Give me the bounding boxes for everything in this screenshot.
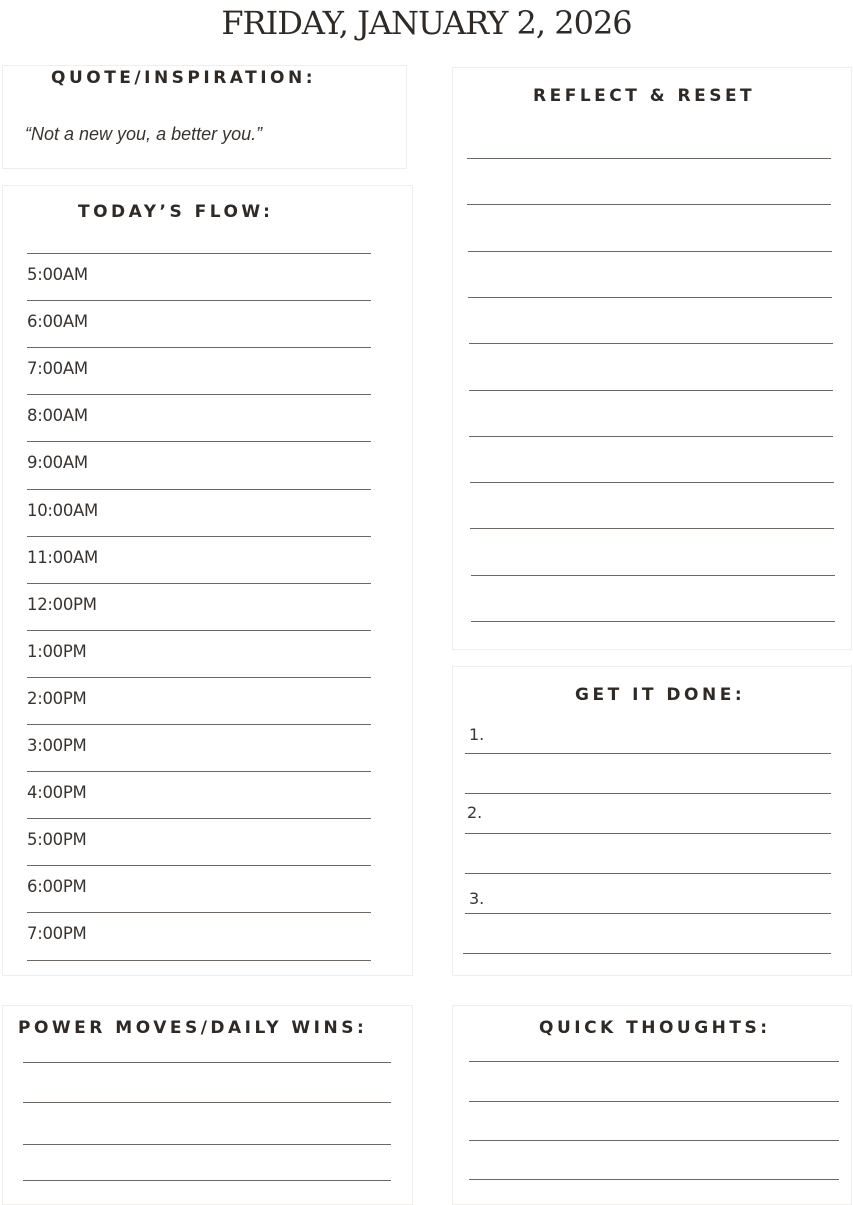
task-line[interactable] <box>465 873 831 874</box>
reflect-line[interactable] <box>469 436 833 437</box>
reflect-heading: REFLECT & RESET <box>533 86 756 106</box>
todays-flow-heading: TODAY’S FLOW: <box>78 202 274 222</box>
thoughts-line[interactable] <box>469 1101 839 1102</box>
quote-heading: QUOTE/INSPIRATION: <box>51 68 317 88</box>
time-slot-label: 7:00AM <box>27 359 88 379</box>
flow-line[interactable] <box>27 583 371 584</box>
todays-flow-card <box>2 185 413 976</box>
flow-line[interactable] <box>27 960 371 961</box>
time-slot-label: 12:00PM <box>27 594 97 614</box>
flow-line[interactable] <box>27 912 371 913</box>
time-slot-label: 3:00PM <box>27 736 87 755</box>
quote-card <box>2 65 407 169</box>
flow-line[interactable] <box>27 724 371 725</box>
task-line[interactable] <box>465 833 831 834</box>
flow-line[interactable] <box>27 300 371 301</box>
time-slot-label: 9:00AM <box>27 453 88 473</box>
flow-line[interactable] <box>27 536 371 537</box>
task-number: 1. <box>469 725 485 744</box>
reflect-card <box>452 67 852 650</box>
reflect-line[interactable] <box>471 575 835 576</box>
time-slot-label: 7:00PM <box>27 924 87 944</box>
flow-line[interactable] <box>27 630 371 631</box>
flow-line[interactable] <box>27 489 371 490</box>
flow-line[interactable] <box>27 818 371 819</box>
task-line[interactable] <box>463 953 831 954</box>
task-line[interactable] <box>465 753 831 754</box>
thoughts-line[interactable] <box>469 1179 839 1180</box>
task-number: 3. <box>469 889 485 908</box>
quick-thoughts-card <box>452 1005 852 1205</box>
time-slot-label: 8:00AM <box>27 406 88 426</box>
flow-line[interactable] <box>27 771 371 772</box>
reflect-line[interactable] <box>468 297 832 298</box>
reflect-line[interactable] <box>469 343 833 344</box>
time-slot-label: 10:00AM <box>27 500 98 520</box>
reflect-line[interactable] <box>470 482 834 483</box>
task-line[interactable] <box>465 793 831 794</box>
wins-line[interactable] <box>23 1144 391 1145</box>
flow-line[interactable] <box>27 394 371 395</box>
get-it-done-heading: GET IT DONE: <box>575 685 746 705</box>
task-number: 2. <box>467 803 483 822</box>
reflect-line[interactable] <box>471 621 835 622</box>
wins-line[interactable] <box>23 1062 391 1063</box>
quick-thoughts-heading: QUICK THOUGHTS: <box>539 1018 771 1038</box>
task-line[interactable] <box>465 913 831 914</box>
thoughts-line[interactable] <box>469 1140 839 1141</box>
time-slot-label: 5:00AM <box>27 265 88 284</box>
time-slot-label: 5:00PM <box>27 830 87 850</box>
quote-text: “Not a new you, a better you.” <box>25 124 263 144</box>
flow-line[interactable] <box>27 347 371 348</box>
flow-line[interactable] <box>27 677 371 678</box>
wins-line[interactable] <box>23 1180 391 1181</box>
flow-line[interactable] <box>27 865 371 866</box>
reflect-line[interactable] <box>467 204 831 205</box>
reflect-line[interactable] <box>468 251 832 252</box>
flow-line[interactable] <box>27 441 371 442</box>
reflect-line[interactable] <box>467 158 831 159</box>
reflect-line[interactable] <box>470 528 834 529</box>
get-it-done-card <box>452 666 852 976</box>
time-slot-label: 2:00PM <box>27 688 87 708</box>
reflect-line[interactable] <box>469 390 833 391</box>
time-slot-label: 6:00AM <box>27 312 88 332</box>
flow-line[interactable] <box>27 253 371 254</box>
power-moves-card <box>2 1005 413 1205</box>
time-slot-label: 6:00PM <box>27 877 87 897</box>
time-slot-label: 1:00PM <box>27 641 87 661</box>
page-title: FRIDAY, JANUARY 2, 2026 <box>221 4 632 42</box>
power-moves-heading: POWER MOVES/DAILY WINS: <box>18 1018 368 1038</box>
thoughts-line[interactable] <box>469 1061 839 1062</box>
wins-line[interactable] <box>23 1102 391 1103</box>
time-slot-label: 4:00PM <box>27 783 87 803</box>
time-slot-label: 11:00AM <box>27 547 98 567</box>
